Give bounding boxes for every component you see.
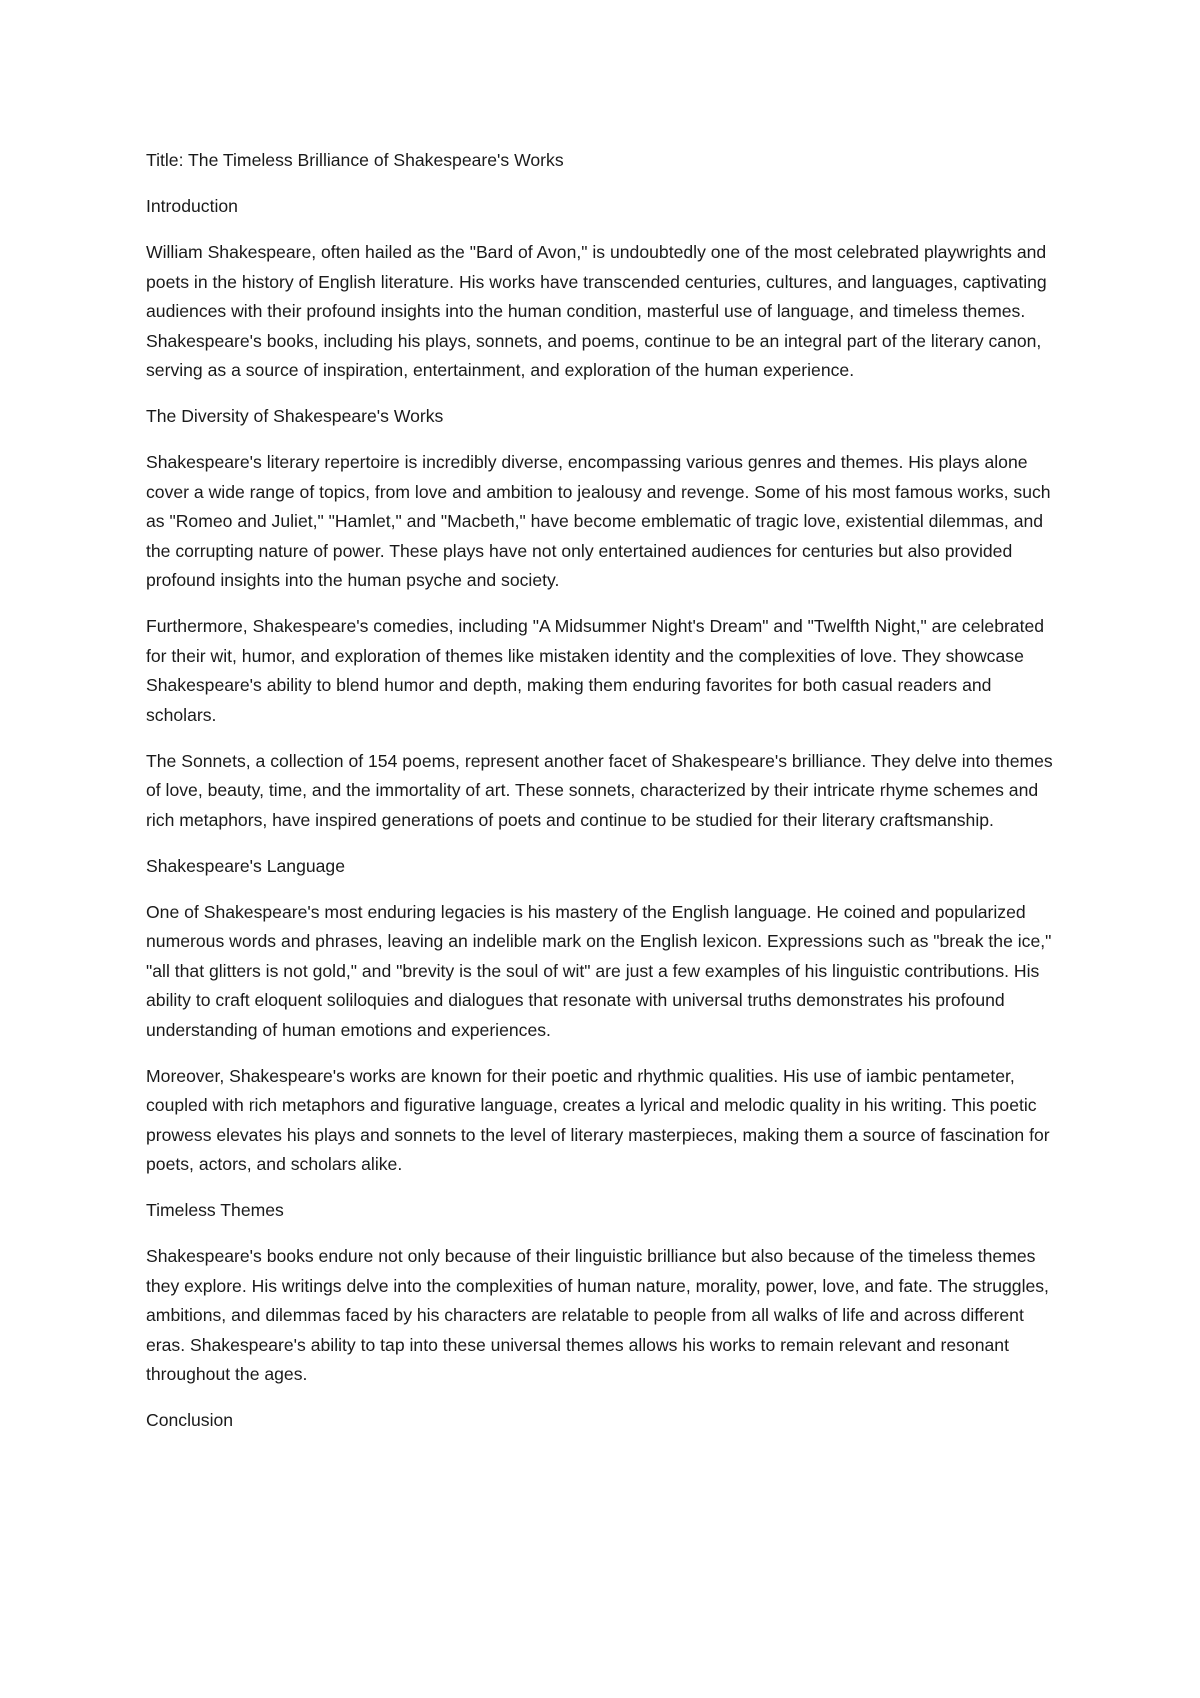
paragraph-language-poetics: Moreover, Shakespeare's works are known for their poetic and rhythmic qualities. His use of iambic pentameter, coupled with rich metaphors and figurative language, creates a lyrical and melodic quality in his writing. This poetic prowess elevates his plays and sonnets to the level of literary masterpieces, making them a source of fascination for poets, actors, and scholars alike. xyxy=(146,1065,1050,1174)
section-heading-themes: Timeless Themes xyxy=(146,1200,284,1220)
section-heading-introduction: Introduction xyxy=(146,196,238,216)
paragraph-introduction: William Shakespeare, often hailed as the "Bard of Avon," is undoubtedly one of the most celebrated playwrights and poets in the history of English literature. His works have transcended centuries, cultures, and languages, captivating audiences with their profound insights into the human condition, masterful use of language, and timeless themes. Shakespeare's books, including his plays, sonnets, and poems, continue to be an integral part of the literary canon, serving as a source of inspiration, entertainment, and exploration of the human experience. xyxy=(146,242,1047,380)
paragraph-diversity-sonnets: The Sonnets, a collection of 154 poems, represent another facet of Shakespeare's brilliance. They delve into themes of love, beauty, time, and the immortality of art. These sonnets, characterized by their intricate rhyme schemes and rich metaphors, have inspired generations of poets and continue to be studied for their literary craftsmanship. xyxy=(146,750,1053,830)
document-body xyxy=(146,146,1066,1436)
paragraph-language-legacy: One of Shakespeare's most enduring legacies is his mastery of the English language. He coined and popularized numerous words and phrases, leaving an indelible mark on the English lexicon. Expressions such as "break the ice," "all that glitters is not gold," and "brevity is the soul of wit" are just a few examples of his linguistic contributions. His ability to craft eloquent soliloquies and dialogues that resonate with universal truths demonstrates his profound understanding of human emotions and experiences. xyxy=(146,901,1052,1040)
section-heading-diversity: The Diversity of Shakespeare's Works xyxy=(146,406,444,426)
paragraph-diversity-plays: Shakespeare's literary repertoire is incredibly diverse, encompassing various genres and themes. His plays alone cover a wide range of topics, from love and ambition to jealousy and revenge. Some of his most famous works, such as "Romeo and Juliet," "Hamlet," and "Macbeth," have become emblematic of tragic love, existential dilemmas, and the corrupting nature of power. These plays have not only entertained audiences for centuries but also provided profound insights into the human psyche and society. xyxy=(146,452,1051,590)
section-heading-conclusion: Conclusion xyxy=(146,1410,234,1430)
paragraph-themes: Shakespeare's books endure not only because of their linguistic brilliance but also because of the timeless themes they explore. His writings delve into the complexities of human nature, morality, power, love, and fate. The struggles, ambitions, and dilemmas faced by his characters are relatable to people from all walks of life and across different eras. Shakespeare's ability to tap into these universal themes allows his works to remain relevant and resonant throughout the ages. xyxy=(146,1246,1049,1384)
section-heading-language: Shakespeare's Language xyxy=(146,855,346,876)
document-title: Title: The Timeless Brilliance of Shakespeare's Works xyxy=(146,150,564,170)
paragraph-diversity-comedies: Furthermore, Shakespeare's comedies, including "A Midsummer Night's Dream" and "Twelfth Night," are celebrated for their wit, humor, and exploration of themes like mistaken identity and the complexities of love. They showcase Shakespeare's ability to blend humor and depth, making them enduring favorites for both casual readers and scholars. xyxy=(146,616,1045,725)
